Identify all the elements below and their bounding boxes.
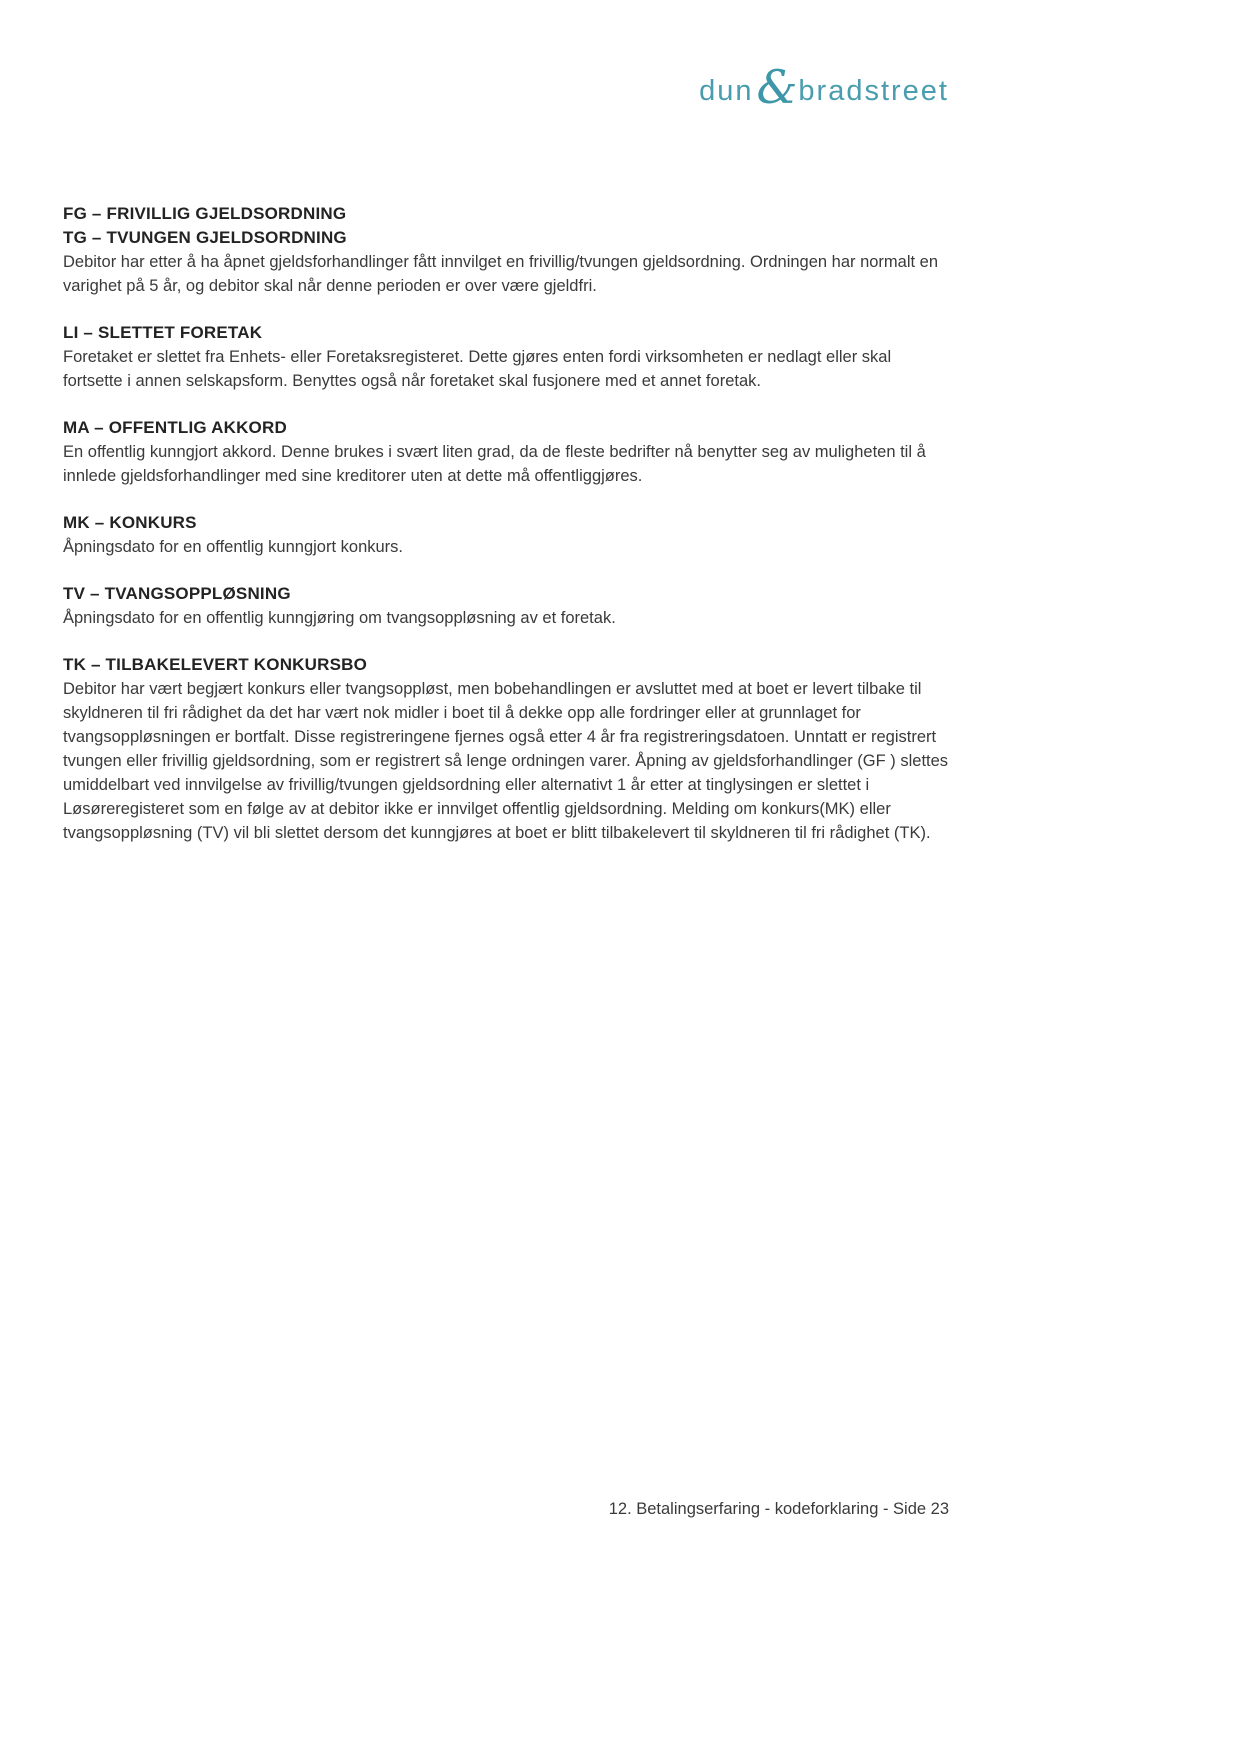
code-section-fg-tg — [63, 202, 951, 298]
section-body: Åpningsdato for en offentlig kunngjort konkurs. — [63, 538, 403, 556]
section-body: Debitor har vært begjært konkurs eller tvangsoppløst, men bobehandlingen er avsluttet med at boet er levert tilbake til skyldneren til fri rådighet da det har vært nok midler i boet til å dekke opp alle fordringer eller at grunnlaget for tvangsoppløsningen er bortfalt. Disse registreringene fjernes også etter 4 år fra registreringsdatoen. Unntatt er registrert tvungen eller frivillig gjeldsordning, som er registrert så lenge ordningen varer. Åpning av gjeldsforhandlinger (GF ) slettes umiddelbart ved innvilgelse av frivillig/tvungen gjeldsordning eller alternativt 1 år etter at tinglysingen er slettet i Løsøreregisteret som en følge av at debitor ikke er innvilget offentlig gjeldsordning. Melding om konkurs(MK) eller tvangsoppløsning (TV) vil bli slettet dersom det kunngjøres at boet er blitt tilbakelevert til skyldneren til fri rådighet (TK). — [63, 680, 949, 842]
section-heading: TG – TVUNGEN GJELDSORDNING — [63, 228, 347, 247]
code-section-li — [63, 321, 951, 393]
logo-ampersand-icon: & — [756, 60, 798, 114]
dun-bradstreet-logo — [699, 60, 949, 114]
section-heading: LI – SLETTET FORETAK — [63, 323, 263, 342]
logo-word-bradstreet: bradstreet — [798, 74, 949, 107]
section-heading: MA – OFFENTLIG AKKORD — [63, 418, 287, 437]
logo-word-dun: dun — [699, 74, 754, 107]
section-body: Åpningsdato for en offentlig kunngjøring om tvangsoppløsning av et foretak. — [63, 609, 616, 627]
code-section-mk — [63, 511, 951, 559]
section-heading: TV – TVANGSOPPLØSNING — [63, 584, 291, 603]
document-content — [63, 202, 951, 868]
section-heading: MK – KONKURS — [63, 513, 197, 532]
section-heading: FG – FRIVILLIG GJELDSORDNING — [63, 204, 347, 223]
code-section-tv — [63, 582, 951, 630]
page-footer — [63, 1497, 949, 1521]
footer-text: 12. Betalingserfaring - kodeforklaring - Side 23 — [608, 1500, 949, 1518]
code-section-ma — [63, 416, 951, 488]
section-body: Foretaket er slettet fra Enhets- eller Foretaksregisteret. Dette gjøres enten fordi virksomheten er nedlagt eller skal fortsette i annen selskapsform. Benyttes også når foretaket skal fusjonere med et annet foretak. — [63, 348, 892, 390]
section-heading: TK – TILBAKELEVERT KONKURSBO — [63, 655, 368, 674]
code-section-tk — [63, 653, 951, 845]
section-body: En offentlig kunngjort akkord. Denne brukes i svært liten grad, da de fleste bedrifter nå benytter seg av muligheten til å innlede gjeldsforhandlinger med sine kreditorer uten at dette må offentliggjøres. — [63, 443, 926, 485]
section-body: Debitor har etter å ha åpnet gjeldsforhandlinger fått innvilget en frivillig/tvungen gjeldsordning. Ordningen har normalt en varighet på 5 år, og debitor skal når denne perioden er over være gjeldfri. — [63, 253, 939, 295]
